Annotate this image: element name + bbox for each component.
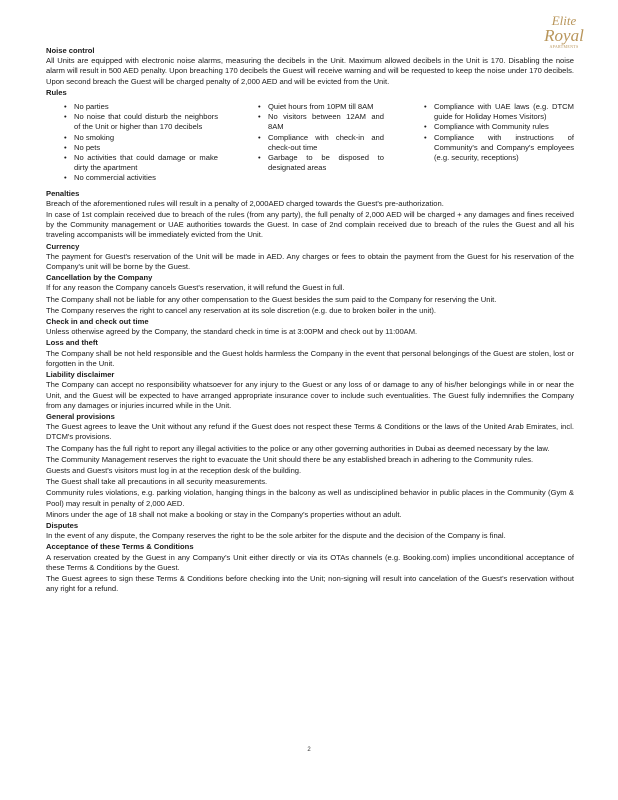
liability-text: The Company can accept no responsibility whatsoever for any injury to the Guest or any loss of or damage to any of his/her belongings while in or near the Unit, and the Guest will be expected to have arranged appropriate insurance cover to include such eventualities. The Guest fully indemnifies the Company from any damages or injuries incurred while in the Unit. <box>46 380 574 410</box>
page-number: 2 <box>307 747 311 753</box>
logo-line-3: APARTMENTS <box>549 44 579 49</box>
rule-item: • No smoking <box>58 133 218 143</box>
rules-column-1 <box>58 102 218 184</box>
rules-heading: Rules <box>46 87 67 97</box>
rule-item: • No noise that could disturb the neighbors of the Unit or higher than 170 decibels <box>58 112 218 132</box>
rule-item: • No activities that could damage or make dirty the apartment <box>58 153 218 173</box>
general-text-3: The Community Management reserves the right to evacuate the Unit should there be any established breach in adhering to the Community rules. <box>46 454 534 464</box>
liability-heading: Liability disclaimer <box>46 370 115 380</box>
acceptance-heading: Acceptance of these Terms & Conditions <box>46 542 194 552</box>
document-page <box>46 46 574 595</box>
disputes-heading: Disputes <box>46 520 79 530</box>
checkin-text: Unless otherwise agreed by the Company, the standard check in time is at 3:00PM and check out by 11:00AM. <box>46 327 418 337</box>
cancellation-text-1: If for any reason the Company cancels Guest's reservation, it will refund the Guest in full. <box>46 283 345 293</box>
general-provisions-heading: General provisions <box>46 411 115 421</box>
checkin-heading: Check in and check out time <box>46 317 149 327</box>
rules-column-2 <box>252 102 384 184</box>
acceptance-text-2: The Guest agrees to sign these Terms & Conditions before checking into the Unit; non-signing will result into cancelation of the Guest's reservation without any right for a refund. <box>46 573 574 594</box>
general-text-2: The Company has the full right to report any illegal activities to the police or any other governing authorities in Dubai as deemed necessary by the law. <box>46 443 550 453</box>
rule-item: • Garbage to be disposed to designated areas <box>252 153 384 173</box>
rule-item: • No visitors between 12AM and 8AM <box>252 112 384 132</box>
general-text-6: Community rules violations, e.g. parking violation, hanging things in the balcony as well as undisciplined behavior in public places in the Community (Gym & Pool) may result in penalty of 2,000 AED. <box>46 488 574 508</box>
rule-item: • Compliance with check-in and check-out time <box>252 133 384 153</box>
loss-theft-heading: Loss and theft <box>46 338 98 348</box>
currency-heading: Currency <box>46 241 80 251</box>
rules-list <box>46 102 574 184</box>
currency-text: The payment for Guest's reservation of the Unit will be made in AED. Any charges or fees to obtain the payment from the Guest for his reservation of the Company's unit will be borne by the Guest. <box>46 251 574 272</box>
cancellation-text-3: The Company reserves the right to cancel any reservation at its sole discretion (e.g. due to broken boiler in the unit). <box>46 305 437 315</box>
penalties-text-2: In case of 1st complain received due to breach of the rules (from any party), the full penalty of 2,000 AED will be charged + any damages and fines received by the Community management or UAE authorities towards the Guest. In case of 2nd complain received due to breach of the rules the Guest and all his traveling accompanists will be immediately evicted from the Unit. <box>46 210 574 240</box>
noise-control-heading: Noise control <box>46 46 95 55</box>
noise-control-text: All Units are equipped with electronic noise alarms, measuring the decibels in the Unit. Maximum allowed decibels in the Unit is 170. Disabling the noise alarm will result in 500 AED penalty. Upon breaching 170 decibels the Guest will receive warning and will be requested to keep the noise under 170 decibels. Upon second breach the Guest will be charged penalty of 2,000 AED and will be evicted from the Unit. <box>46 56 574 86</box>
rule-item: • No commercial activities <box>58 173 218 183</box>
rules-column-3 <box>418 102 574 184</box>
disputes-text: In the event of any dispute, the Company reserves the right to be the sole arbiter for the dispute and the decision of the Company is final. <box>46 531 506 541</box>
rule-item: • Quiet hours from 10PM till 8AM <box>252 102 384 112</box>
general-text-1: The Guest agrees to leave the Unit without any refund if the Guest does not respect these Terms & Conditions or the laws of the United Arab Emirates, incl. DTCM's provisions. <box>46 422 574 442</box>
cancellation-text-2: The Company shall not be liable for any other compensation to the Guest besides the sum paid to the Company for reserving the Unit. <box>46 294 497 304</box>
logo-line-1: Elite <box>551 13 577 28</box>
penalties-text-1: Breach of the aforementioned rules will result in a penalty of 2,000AED charged towards the Guest's pre-authorization. <box>46 198 444 208</box>
rule-item: • Compliance with UAE laws (e.g. DTCM guide for Holiday Homes Visitors) <box>418 102 574 122</box>
general-text-7: Minors under the age of 18 shall not make a booking or stay in the Company's properties without an adult. <box>46 509 402 519</box>
acceptance-text-1: A reservation created by the Guest in any Company's Unit either directly or via its OTAs channels (e.g. Booking.com) implies unconditional acceptance of these Terms & Conditions by the Guest. <box>46 552 574 572</box>
loss-theft-text: The Company shall be not held responsible and the Guest holds harmless the Company in the event that personal belongings of the Guest are stolen, lost or forgotten in the Unit. <box>46 348 574 368</box>
logo-line-2: Royal <box>544 26 584 45</box>
rule-item: • No parties <box>58 102 218 112</box>
general-text-5: The Guest shall take all precautions in all security measurements. <box>46 477 268 487</box>
cancellation-heading: Cancellation by the Company <box>46 273 153 283</box>
company-logo <box>532 14 596 49</box>
rule-item: • Compliance with Community rules <box>418 122 574 132</box>
rule-item: • No pets <box>58 143 218 153</box>
penalties-heading: Penalties <box>46 188 80 198</box>
rule-item: • Compliance with instructions of Community's and Company's employees (e.g. security, receptions) <box>418 133 574 164</box>
general-text-4: Guests and Guest's visitors must log in at the reception desk of the building. <box>46 465 302 475</box>
